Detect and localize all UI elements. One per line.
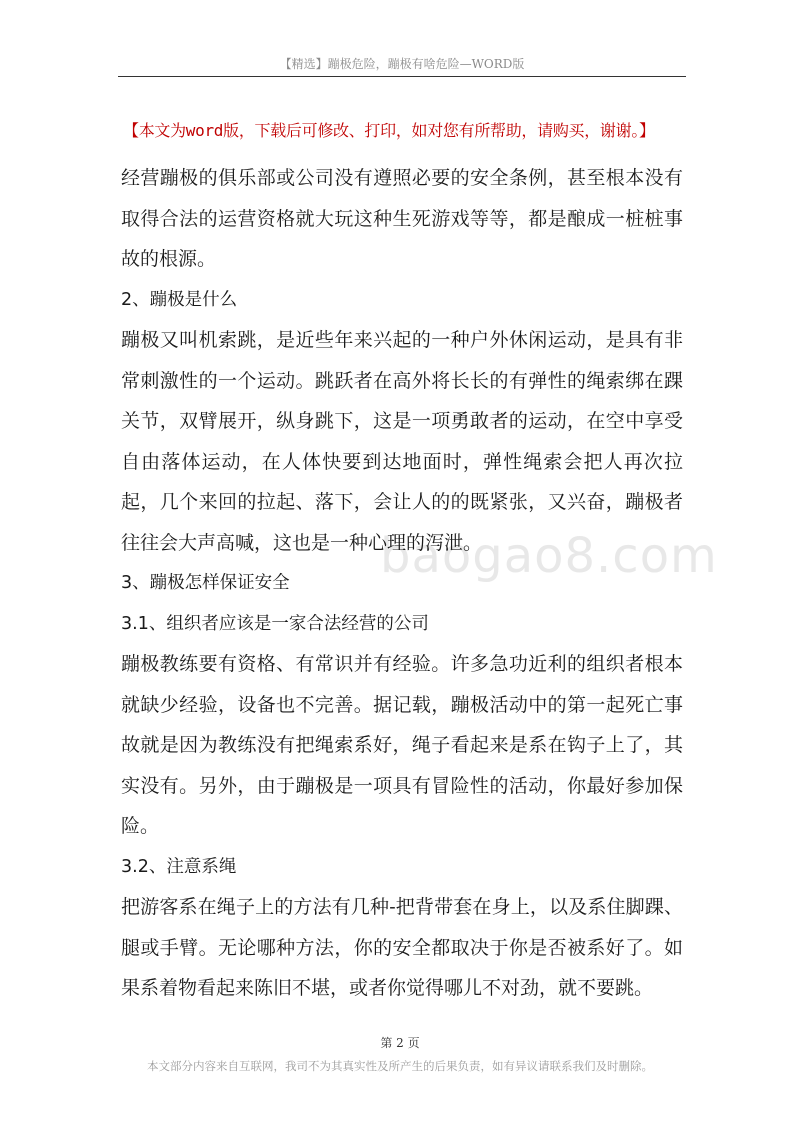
purchase-notice: 【本文为word版，下载后可修改、打印，如对您有所帮助，请购买，谢谢。】 (123, 121, 655, 140)
section-3-1-paragraph: 蹦极教练要有资格、有常识并有经验。许多急功近利的组织者根本就缺少经验，设备也不完善。据记载，蹦极活动中的第一起死亡事故就是因为教练没有把绳索系好，绳子看起来是系在钩子上了，其实没有。另外，由于蹦极是一项具有冒险性的活动，你最好参加保险。 (121, 653, 683, 837)
section-3-1-heading: 3.1、组织者应该是一家合法经营的公司 (121, 613, 429, 634)
section-2-paragraph: 蹦极又叫机索跳，是近些年来兴起的一种户外休闲运动，是具有非常刺激性的一个运动。跳跃者在高外将长长的有弹性的绳索绑在踝关节，双臂展开，纵身跳下，这是一项勇敢者的运动，在空中享受自由落体运动，在人体快要到达地面时，弹性绳索会把人再次拉起，几个来回的拉起、落下，会让人的的既紧张，又兴奋，蹦极者往往会大声高喊，这也是一种心理的泻泄。 (121, 329, 683, 554)
section-2-heading: 2、蹦极是什么 (121, 289, 238, 310)
intro-paragraph: 经营蹦极的俱乐部或公司没有遵照必要的安全条例，甚至根本没有取得合法的运营资格就大玩这种生死游戏等等，都是酿成一桩桩事故的根源。 (121, 167, 683, 270)
section-3-heading: 3、蹦极怎样保证安全 (121, 573, 290, 593)
watermark: baogao8.com (380, 528, 718, 584)
header-divider (118, 76, 686, 77)
footer-disclaimer: 本文部分内容来自互联网，我司不为其真实性及所产生的后果负责，如有异议请联系我们及时删除。 (147, 1059, 653, 1073)
document-body (121, 158, 683, 1009)
section-3-2-paragraph: 把游客系在绳子上的方法有几种-把背带套在身上，以及系住脚踝、腿或手臂。无论哪种方法，你的安全都取决于你是否被系好了。如果系着物看起来陈旧不堪，或者你觉得哪儿不对劲，就不要跳。 (121, 896, 683, 999)
section-3-2-heading: 3.2、注意系绳 (121, 856, 237, 877)
page-header: 【精选】蹦极危险，蹦极有啥危险—WORD版 (279, 57, 525, 71)
page-number: 第 2 页 (380, 1036, 420, 1050)
